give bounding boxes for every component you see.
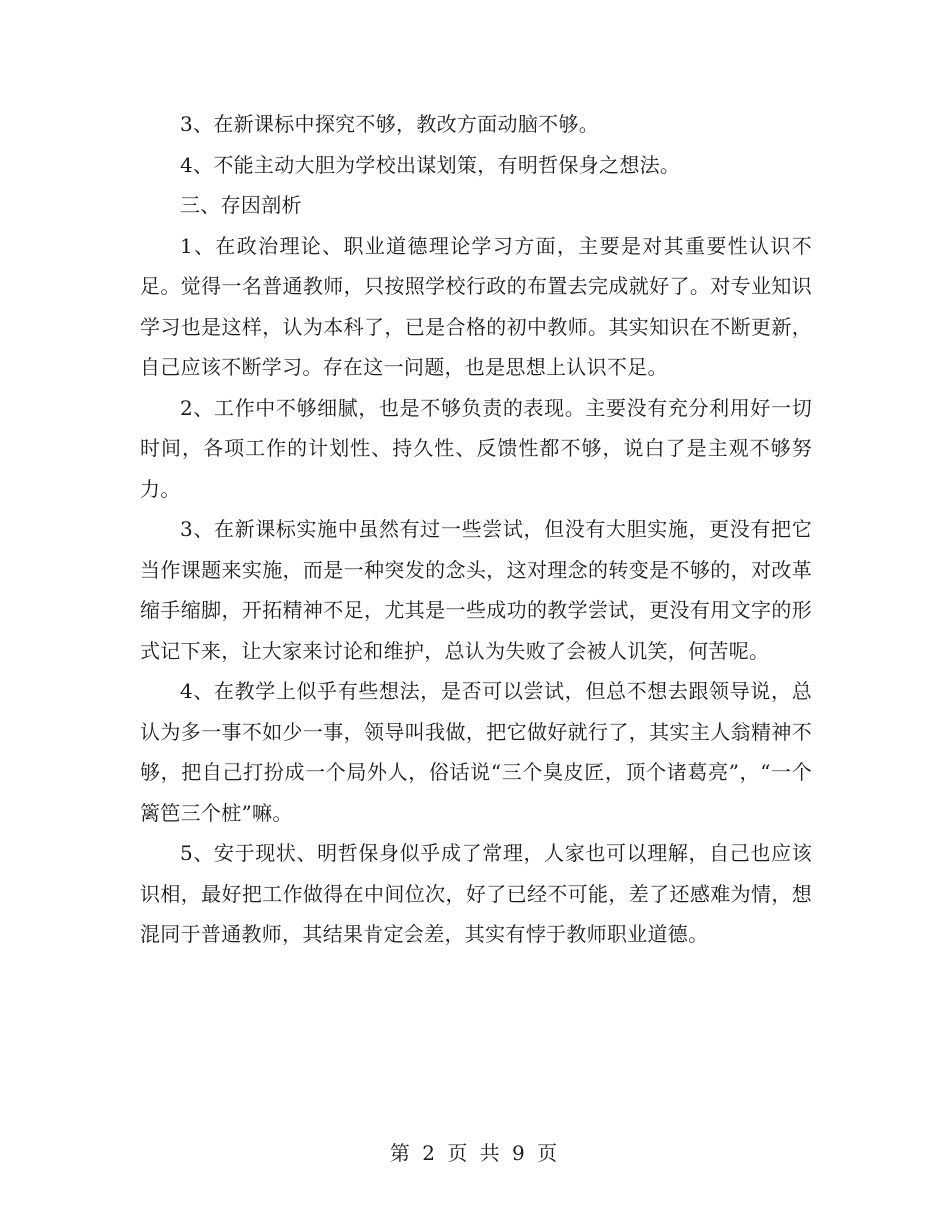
paragraph-cause-2: 2、工作中不够细腻，也是不够负责的表现。主要没有充分利用好一切时间，各项工作的计划性、持久性、反馈性都不够，说白了是主观不够努力。 xyxy=(140,395,812,501)
paragraph-cause-1: 1、在政治理论、职业道德理论学习方面，主要是对其重要性认识不足。觉得一名普通教师，只按照学校行政的布置去完成就好了。对专业知识学习也是这样，认为本科了，已是合格的初中教师。其实知识在不断更新，自己应该不断学习。存在这一问题，也是思想上认识不足。 xyxy=(140,233,812,379)
paragraph-cause-4: 4、在教学上似乎有些想法，是否可以尝试，但总不想去跟领导说，总认为多一事不如少一事，领导叫我做，把它做好就行了，其实主人翁精神不够，把自己打扮成一个局外人，俗话说“三个臭皮匠，顶个诸葛亮”，“一个篱笆三个桩”嘛。 xyxy=(140,679,812,825)
paragraph-item-4: 4、不能主动大胆为学校出谋划策，有明哲保身之想法。 xyxy=(180,152,681,177)
paragraph-cause-3: 3、在新课标实施中虽然有过一些尝试，但没有大胆实施，更没有把它当作课题来实施，而是一种突发的念头，这对理念的转变是不够的，对改革缩手缩脚，开拓精神不足，尤其是一些成功的教学尝试，更没有用文字的形式记下来，让大家来讨论和维护，总认为失败了会被人讥笑，何苦呢。 xyxy=(140,517,812,663)
paragraph-item-3: 3、在新课标中探究不够，教改方面动脑不够。 xyxy=(180,112,600,136)
section-heading-cause-analysis: 三、存因剖析 xyxy=(180,193,302,217)
document-body xyxy=(140,104,812,955)
paragraph-cause-5: 5、安于现状、明哲保身似乎成了常理，人家也可以理解，自己也应该识相，最好把工作做得在中间位次，好了已经不可能，差了还感难为情，想混同于普通教师，其结果肯定会差，其实有悖于教师职业道德。 xyxy=(140,841,812,946)
page-number-footer: 第 2 页 共 9 页 xyxy=(389,1141,561,1165)
